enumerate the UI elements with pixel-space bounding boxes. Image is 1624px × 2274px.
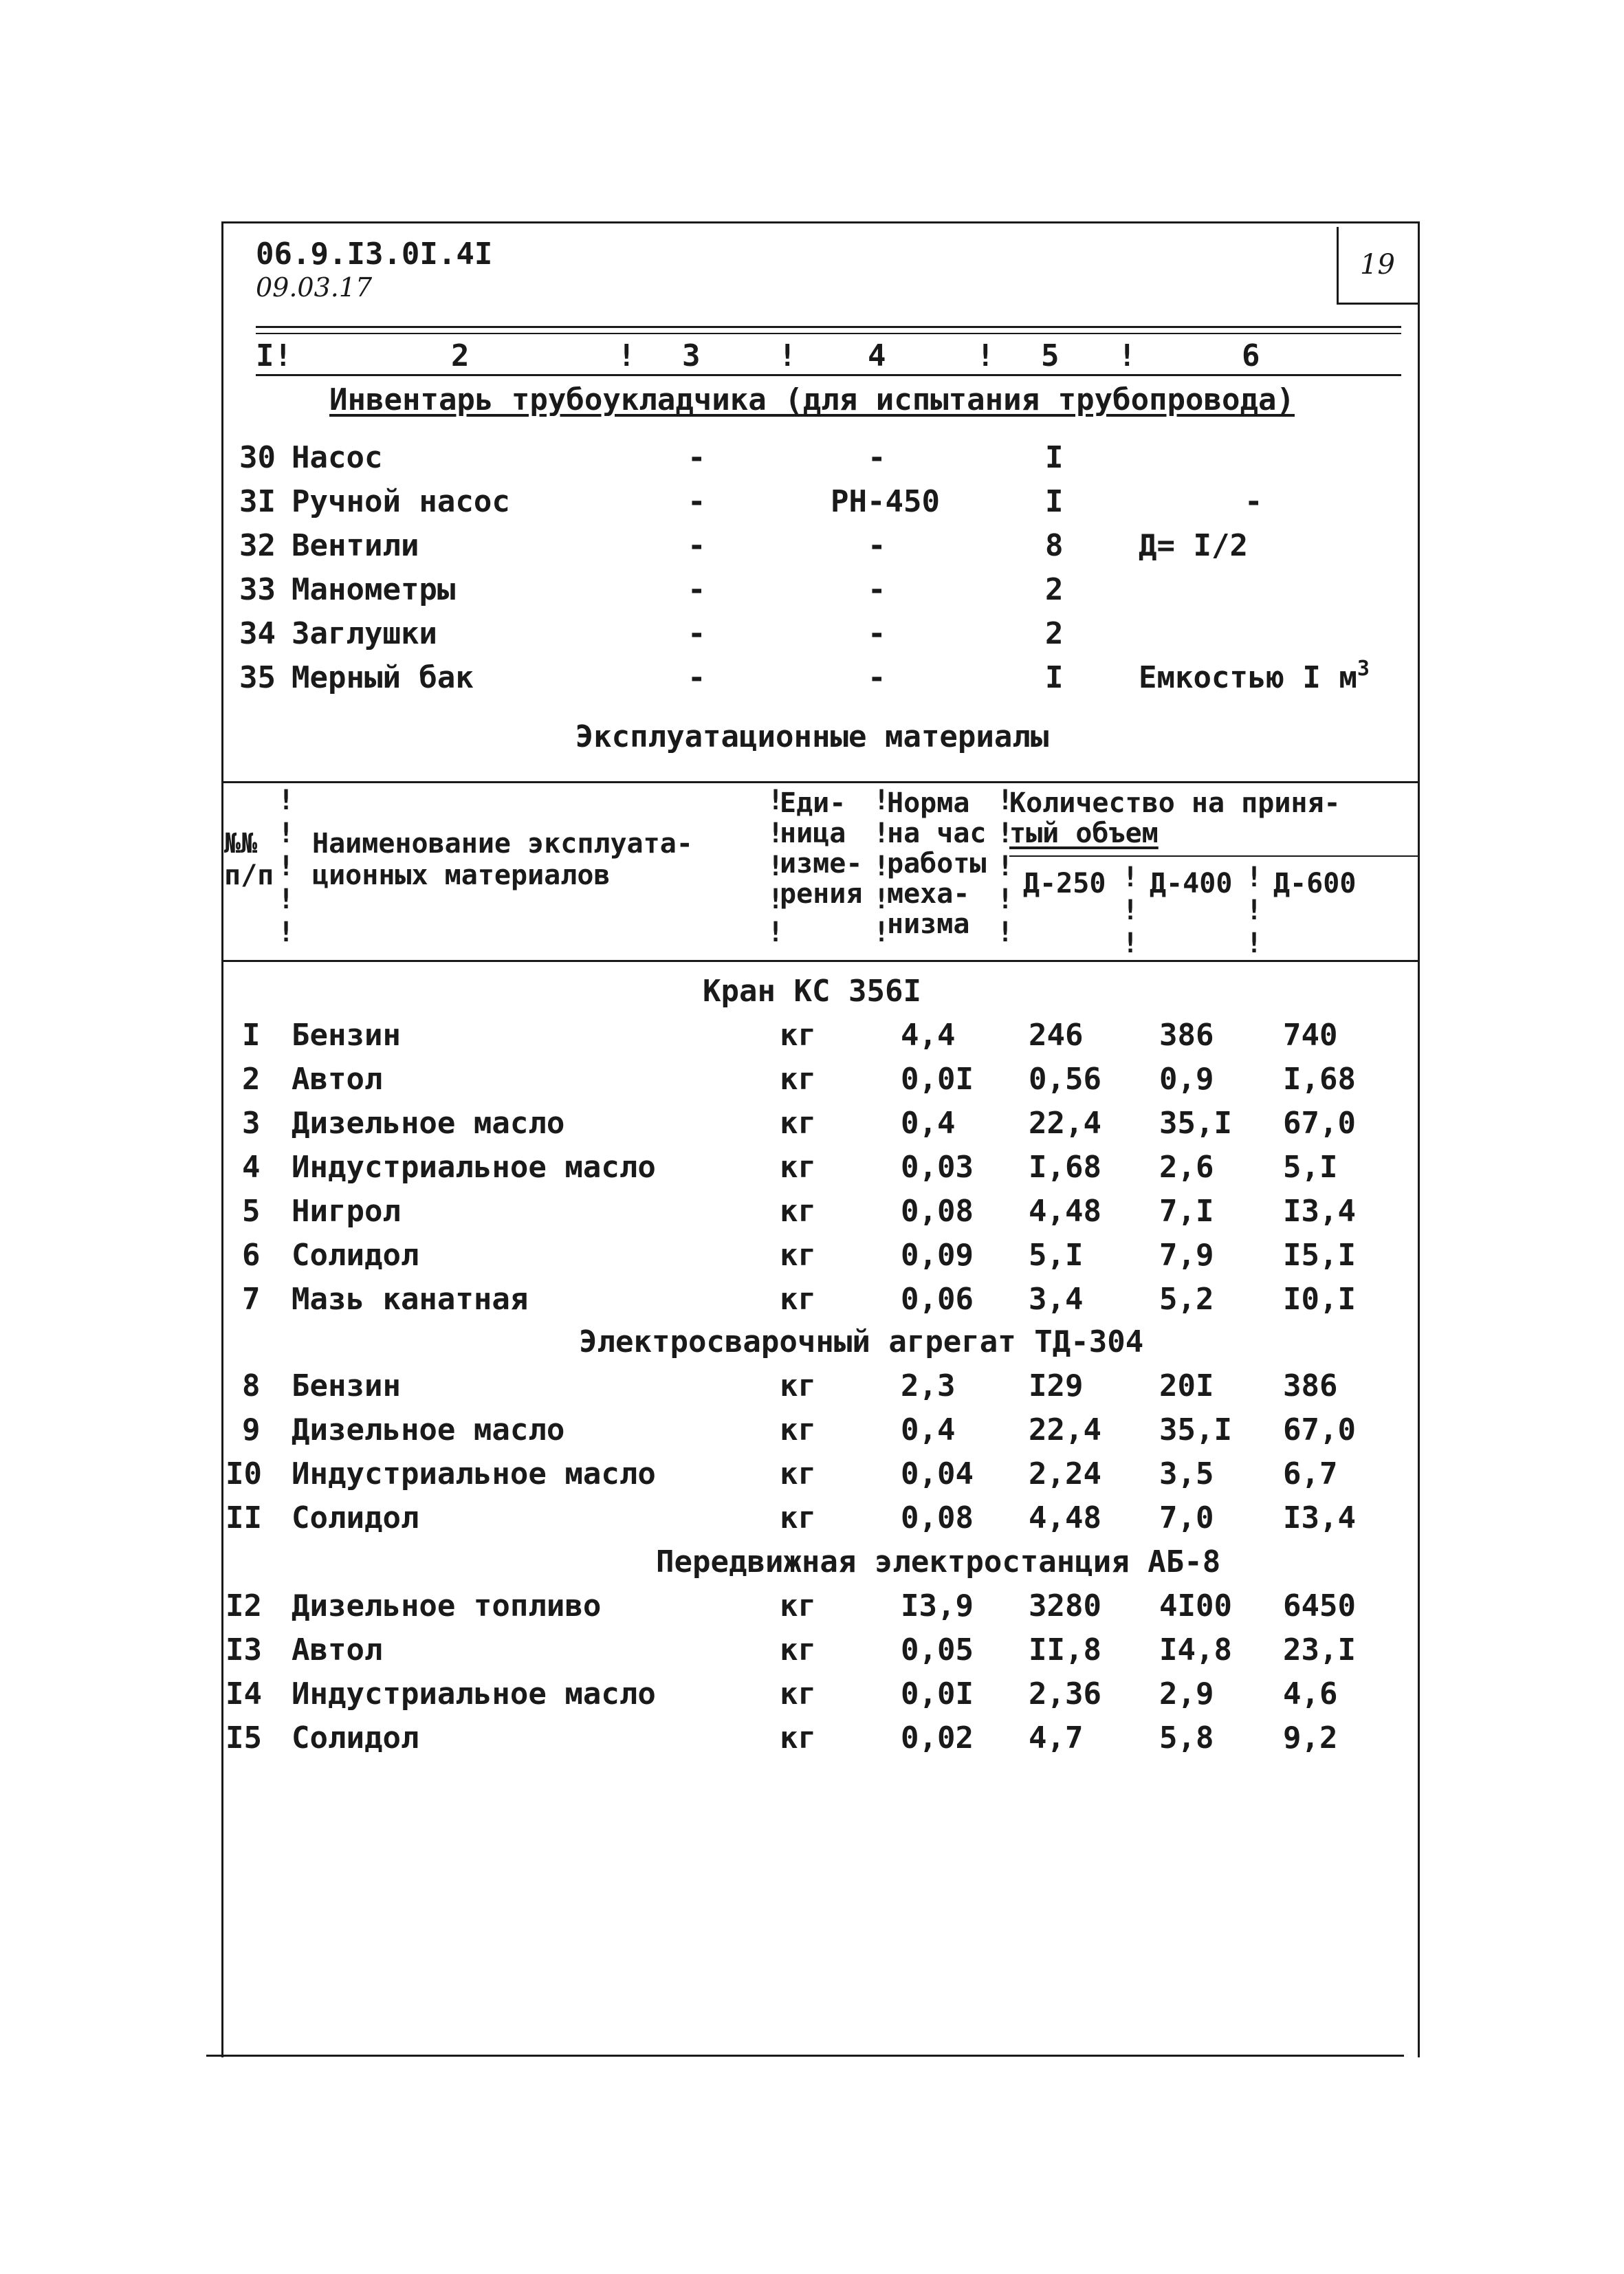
qty-d250: 3,4 [1029,1282,1084,1317]
qty-d600: 9,2 [1283,1720,1338,1756]
col-separator-bar: ! ! ! ! ! [767,785,784,948]
qty-d250: 2,36 [1029,1676,1101,1712]
qty-d600: 67,0 [1283,1412,1356,1447]
norm: 0,09 [901,1238,974,1273]
header-norm-line: низма [887,908,970,940]
row-number: 5 [242,1194,261,1229]
norm: I3,9 [901,1588,974,1623]
frame-left-line [221,221,223,2057]
material-name: Солидол [292,1238,419,1273]
unit: кг [780,1368,816,1403]
header-d600: Д-600 [1273,868,1357,899]
row-number: I5 [226,1720,262,1756]
material-name: Дизельное масло [292,1106,565,1141]
material-name: Солидол [292,1720,419,1756]
qty-d600: I3,4 [1283,1194,1356,1229]
qty-d400: 5,2 [1159,1282,1214,1317]
col4-value: - [868,616,886,651]
norm: 0,08 [901,1500,974,1535]
header-norm-line: работы [887,848,987,879]
row-number: 8 [242,1368,261,1403]
row-number: I0 [226,1456,262,1491]
row-number: 4 [242,1150,261,1185]
material-name: Солидол [292,1500,419,1535]
material-name: Индустриальное масло [292,1150,656,1185]
qty-d600: I0,I [1283,1282,1356,1317]
col3-value: - [688,660,706,695]
header-double-line-1 [256,326,1401,328]
qty-d600: 740 [1283,1018,1338,1053]
header-qty-line: Количество на приня- [1009,787,1341,819]
item-name: Заглушки [292,616,437,651]
col6-value [1139,657,1370,696]
header-name-line: ционных материалов [312,860,611,891]
col-separator-bar: ! ! ! [1246,862,1263,959]
row-number: 35 [239,660,276,695]
unit: кг [780,1194,816,1229]
row-number: I2 [226,1588,262,1623]
col4-value: РН-450 [831,484,940,519]
material-name: Индустриальное масло [292,1456,656,1491]
norm: 0,02 [901,1720,974,1756]
section-title: Электросварочный агрегат ТД-304 [579,1324,1144,1359]
material-name: Дизельное масло [292,1412,565,1447]
header-norm-line: меха- [887,878,970,910]
header-name [312,828,693,891]
qty-d250: 2,24 [1029,1456,1101,1491]
qty-d600: 6450 [1283,1588,1356,1623]
section-title: Передвижная электростанция АБ-8 [656,1544,1221,1579]
col5-value: I [1045,660,1064,695]
unit: кг [780,1106,816,1141]
col6-text: Емкостью I м [1139,660,1357,695]
unit: кг [780,1062,816,1097]
header-no [224,828,274,891]
unit: кг [780,1018,816,1053]
col-number: 2 [451,338,470,373]
unit: кг [780,1500,816,1535]
unit: кг [780,1588,816,1623]
header-qty-line: тый объем [1009,818,1159,849]
col4-value: - [868,572,886,607]
row-number: 32 [239,528,276,563]
qty-d600: 23,I [1283,1632,1356,1668]
row-number: I [242,1018,261,1053]
row-number: I4 [226,1676,262,1712]
row-number: 2 [242,1062,261,1097]
inventory-title: Инвентарь трубоукладчика (для испытания трубопровода) [329,382,1295,417]
doc-date: 09.03.17 [256,272,373,303]
doc-code: 06.9.I3.0I.4I [256,237,493,272]
col4-value: - [868,528,886,563]
qty-d250: II,8 [1029,1632,1101,1668]
col-separator: ! [778,338,797,373]
row-number: 3 [242,1106,261,1141]
col-separator: ! [976,338,995,373]
norm: 0,08 [901,1194,974,1229]
qty-d600: 4,6 [1283,1676,1338,1712]
col-number: 3 [682,338,701,373]
qty-d400: 5,8 [1159,1720,1214,1756]
qty-d250: I29 [1029,1368,1084,1403]
material-name: Бензин [292,1018,401,1053]
header-d250: Д-250 [1023,868,1106,899]
header-double-line-2 [256,333,1401,334]
col3-value: - [688,484,706,519]
item-name: Манометры [292,572,456,607]
qty-d400: 35,I [1159,1106,1232,1141]
unit: кг [780,1282,816,1317]
col-separator-bar: ! ! ! ! ! [873,785,890,948]
qty-d400: 20I [1159,1368,1214,1403]
row-number: II [226,1500,262,1535]
qty-d250: 4,48 [1029,1194,1101,1229]
qty-d400: 2,6 [1159,1150,1214,1185]
qty-d250: 3280 [1029,1588,1101,1623]
unit: кг [780,1412,816,1447]
qty-d600: I,68 [1283,1062,1356,1097]
qty-d400: 35,I [1159,1412,1232,1447]
row-number: 7 [242,1282,261,1317]
header-unit-line: изме- [780,848,863,879]
material-name: Индустриальное масло [292,1676,656,1712]
qty-d400: I4,8 [1159,1632,1232,1668]
frame-right-line [1418,221,1420,2057]
frame-top-line [221,221,1419,223]
header-no-line: п/п [224,860,274,891]
unit: кг [780,1456,816,1491]
row-number: 34 [239,616,276,651]
page-number-box-left [1337,227,1339,304]
material-name: Бензин [292,1368,401,1403]
header-unit [780,788,862,909]
qty-d600: 386 [1283,1368,1338,1403]
col5-value: 2 [1045,572,1064,607]
col5-value: I [1045,484,1064,519]
col5-value: 8 [1045,528,1064,563]
unit: кг [780,1238,816,1273]
unit: кг [780,1632,816,1668]
materials-header-bottom-line [221,960,1419,962]
unit: кг [780,1150,816,1185]
col4-value: - [868,660,886,695]
col-number: I! [256,338,292,373]
qty-d600: 5,I [1283,1150,1338,1185]
col3-value: - [688,616,706,651]
col5-value: 2 [1045,616,1064,651]
page-number-box-bottom [1337,303,1419,305]
col3-value: - [688,440,706,475]
row-number: 3I [239,484,276,519]
page-number: 19 [1360,249,1395,281]
col-separator: ! [617,338,636,373]
qty-d250: 4,48 [1029,1500,1101,1535]
col-number: 5 [1041,338,1060,373]
qty-d250: 22,4 [1029,1106,1101,1141]
header-no-line: №№ [224,828,258,860]
unit: кг [780,1676,816,1712]
qty-d400: 7,0 [1159,1500,1214,1535]
col-number: 6 [1242,338,1260,373]
header-unit-line: Еди- [780,787,846,819]
header-norm [887,788,987,939]
col3-value: - [688,572,706,607]
material-name: Дизельное топливо [292,1588,602,1623]
row-number: 9 [242,1412,261,1447]
material-name: Мазь канатная [292,1282,529,1317]
section-title: Кран КС 356I [703,974,921,1009]
qty-d600: I3,4 [1283,1500,1356,1535]
norm: 4,4 [901,1018,956,1053]
row-number: 33 [239,572,276,607]
row-number: 6 [242,1238,261,1273]
col-separator-bar: ! ! ! ! ! [278,785,295,948]
col-separator-bar: ! ! ! [1122,862,1139,959]
col-separator-bar: ! ! ! ! ! [997,785,1014,948]
col4-value: - [868,440,886,475]
qty-d250: 0,56 [1029,1062,1101,1097]
material-name: Нигрол [292,1194,401,1229]
col6-value: - [1244,484,1263,519]
item-name: Ручной насос [292,484,510,519]
qty-d250: 5,I [1029,1238,1084,1273]
qty-d400: 3,5 [1159,1456,1214,1491]
row-number: 30 [239,440,276,475]
norm: 0,06 [901,1282,974,1317]
col5-value: I [1045,440,1064,475]
col6-value: Д= I/2 [1139,528,1248,563]
header-norm-line: на час [887,818,987,849]
item-name: Мерный бак [292,660,474,695]
qty-d400: 2,9 [1159,1676,1214,1712]
material-name: Автол [292,1062,383,1097]
materials-header-top-line [221,781,1419,783]
header-unit-line: ница [780,818,846,849]
norm: 0,0I [901,1676,974,1712]
unit: кг [780,1720,816,1756]
norm: 0,05 [901,1632,974,1668]
col-separator: ! [1118,338,1137,373]
item-name: Вентили [292,528,419,563]
norm: 2,3 [901,1368,956,1403]
row-number: I3 [226,1632,262,1668]
norm: 0,03 [901,1150,974,1185]
material-name: Автол [292,1632,383,1668]
col-number-underline [256,374,1401,376]
frame-bottom-line [206,2055,1404,2057]
qty-d600: 67,0 [1283,1106,1356,1141]
norm: 0,0I [901,1062,974,1097]
qty-d250: I,68 [1029,1150,1101,1185]
qty-d250: 246 [1029,1018,1084,1053]
norm: 0,4 [901,1106,956,1141]
header-d400: Д-400 [1150,868,1233,899]
header-norm-line: Норма [887,787,970,819]
item-name: Насос [292,440,383,475]
header-name-line: Наименование эксплуата- [312,828,693,860]
header-qty [1009,788,1341,849]
qty-subheader-line [1009,855,1419,857]
norm: 0,4 [901,1412,956,1447]
qty-d400: 4I00 [1159,1588,1232,1623]
qty-d250: 22,4 [1029,1412,1101,1447]
qty-d400: 386 [1159,1018,1214,1053]
col6-superscript: 3 [1357,657,1370,681]
qty-d600: 6,7 [1283,1456,1338,1491]
qty-d250: 4,7 [1029,1720,1084,1756]
col3-value: - [688,528,706,563]
col-number: 4 [868,338,886,373]
qty-d600: I5,I [1283,1238,1356,1273]
qty-d400: 7,I [1159,1194,1214,1229]
qty-d400: 7,9 [1159,1238,1214,1273]
qty-d400: 0,9 [1159,1062,1214,1097]
materials-title: Эксплуатационные материалы [575,719,1049,754]
norm: 0,04 [901,1456,974,1491]
header-unit-line: рения [780,878,863,910]
